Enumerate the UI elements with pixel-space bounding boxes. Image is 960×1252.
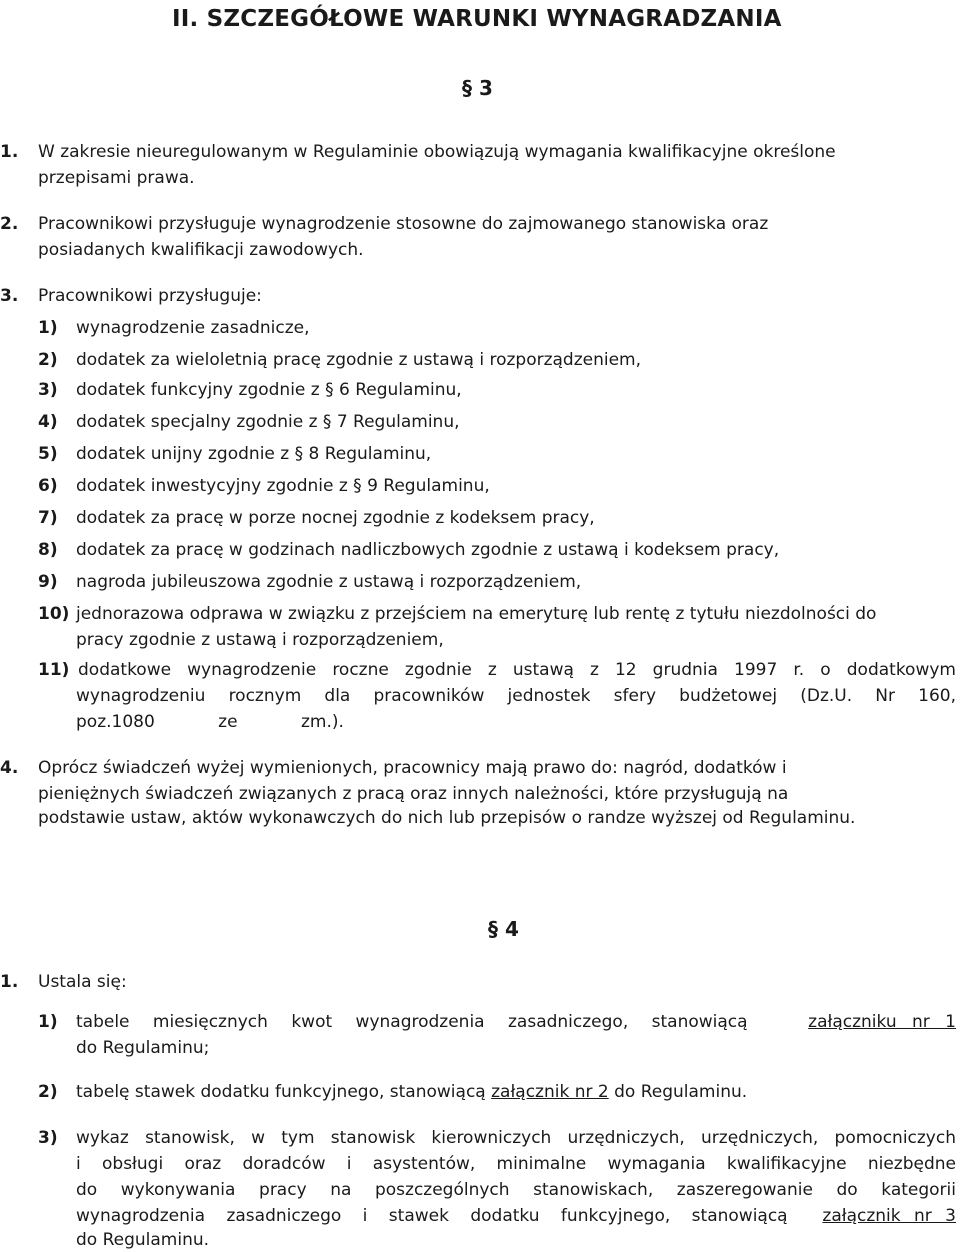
attachment-link[interactable]: załącznik nr 2 (491, 1082, 609, 1102)
list-item-text: dodatkowe wynagrodzenie roczne zgodnie z ustawą z 12 grudnia 1997 r. o dodatkowym (78, 660, 956, 680)
list-item-text: dodatek funkcyjny zgodnie z § 6 Regulaminu, (76, 380, 462, 400)
list-item-number: 7) (38, 508, 58, 528)
list-item-text: i obsługi oraz doradców i asystentów, minimalne wymagania kwalifikacyjne niezbędne (76, 1154, 956, 1174)
section-3-heading: § 3 (462, 76, 493, 100)
list-item-text: do Regulaminu. (76, 1230, 210, 1250)
list-item-number: 10) (38, 604, 70, 624)
paragraph-text: posiadanych kwalifikacji zawodowych. (38, 240, 364, 260)
chapter-heading: II. SZCZEGÓŁOWE WARUNKI WYNAGRADZANIA (172, 6, 782, 32)
list-item-text: wykaz stanowisk, w tym stanowisk kierowniczych urzędniczych, urzędniczych, pomocniczych (76, 1128, 956, 1148)
paragraph-text: pieniężnych świadczeń związanych z pracą oraz innych należności, które przysługują na (38, 784, 789, 804)
list-item-text: jednorazowa odprawa w związku z przejściem na emeryturę lub rentę z tytułu niezdolności do (76, 604, 877, 624)
paragraph-text: przepisami prawa. (38, 168, 195, 188)
list-item-text: dodatek specjalny zgodnie z § 7 Regulaminu, (76, 412, 460, 432)
paragraph-number: 3. (0, 286, 19, 306)
list-item-text: pracy zgodnie z ustawą i rozporządzeniem, (76, 630, 444, 650)
list-item-text-part: tabelę stawek dodatku funkcyjnego, stanowiącą (76, 1082, 486, 1102)
list-item-text (76, 1012, 956, 1032)
paragraph-text: Oprócz świadczeń wyżej wymienionych, pracownicy mają prawo do: nagród, dodatków i (38, 758, 787, 778)
list-item-number: 6) (38, 476, 58, 496)
paragraph-number: 1. (0, 142, 19, 162)
list-item-number: 3) (38, 380, 58, 400)
list-item-text (76, 1082, 747, 1102)
list-item-text (76, 1206, 956, 1226)
section-4-heading: § 4 (488, 917, 519, 941)
list-item-text: dodatek za wieloletnią pracę zgodnie z ustawą i rozporządzeniem, (76, 350, 642, 370)
paragraph-text: W zakresie nieuregulowanym w Regulaminie obowiązują wymagania kwalifikacyjne określone (38, 142, 836, 162)
list-item-number: 2) (38, 1082, 58, 1102)
paragraph-text: Pracownikowi przysługuje wynagrodzenie stosowne do zajmowanego stanowiska oraz (38, 214, 769, 234)
paragraph-number: 1. (0, 972, 19, 992)
list-item-number: 9) (38, 572, 58, 592)
list-item-text: dodatek za pracę w porze nocnej zgodnie z kodeksem pracy, (76, 508, 595, 528)
list-item-text: wynagrodzeniu rocznym dla pracowników jednostek sfery budżetowej (Dz.U. Nr 160, (76, 686, 956, 706)
list-item-text-part: do Regulaminu. (614, 1082, 748, 1102)
list-item-text: nagroda jubileuszowa zgodnie z ustawą i rozporządzeniem, (76, 572, 582, 592)
paragraph-number: 2. (0, 214, 19, 234)
list-item-text: dodatek za pracę w godzinach nadliczbowych zgodnie z ustawą i kodeksem pracy, (76, 540, 780, 560)
list-item-text: dodatek inwestycyjny zgodnie z § 9 Regulaminu, (76, 476, 490, 496)
list-item-text: poz.1080 ze zm.). (76, 712, 344, 732)
list-item-text-part: tabele miesięcznych kwot wynagrodzenia zasadniczego, stanowiącą (76, 1012, 748, 1032)
attachment-link[interactable]: załącznik nr 3 (822, 1206, 956, 1226)
list-item-number: 1) (38, 1012, 58, 1032)
list-item-number: 1) (38, 318, 58, 338)
list-item-text: do wykonywania pracy na poszczególnych stanowiskach, zaszeregowanie do kategorii (76, 1180, 956, 1200)
list-item-text: wynagrodzenie zasadnicze, (76, 318, 310, 338)
paragraph-text: Pracownikowi przysługuje: (38, 286, 262, 306)
list-item-text-part: wynagrodzenia zasadniczego i stawek dodatku funkcyjnego, stanowiącą (76, 1206, 788, 1226)
list-item-text: do Regulaminu; (76, 1038, 210, 1058)
paragraph-number: 4. (0, 758, 19, 778)
attachment-link[interactable]: załączniku nr 1 (808, 1012, 956, 1032)
list-item-number: 8) (38, 540, 58, 560)
list-item-text: dodatek unijny zgodnie z § 8 Regulaminu, (76, 444, 432, 464)
list-item-number: 2) (38, 350, 58, 370)
list-item-number: 3) (38, 1128, 58, 1148)
list-item-number: 5) (38, 444, 58, 464)
list-item-number: 4) (38, 412, 58, 432)
paragraph-text: Ustala się: (38, 972, 127, 992)
list-item-number: 11) (38, 660, 70, 680)
paragraph-text: podstawie ustaw, aktów wykonawczych do nich lub przepisów o randze wyższej od Regulaminu. (38, 808, 856, 828)
